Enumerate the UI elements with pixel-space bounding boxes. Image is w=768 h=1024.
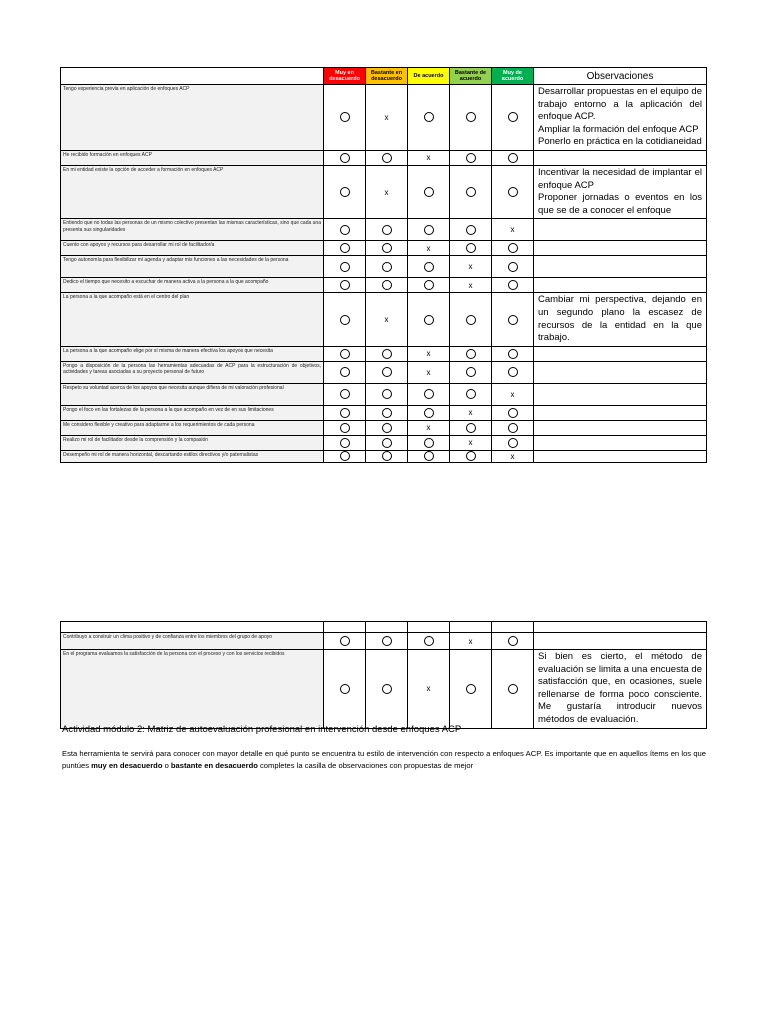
rating-cell[interactable] (408, 219, 450, 241)
table-row (61, 420, 707, 435)
item-statement: Tengo autonomía para flexibilizar mi agenda y adaptar mis funciones a las necesidades de la persona (61, 256, 324, 278)
rating-cell[interactable] (492, 383, 534, 405)
selected-x-mark: x (426, 153, 431, 163)
rating-cell[interactable] (450, 165, 492, 218)
observation-cell[interactable] (534, 435, 707, 450)
radio-circle-icon[interactable] (424, 280, 434, 290)
rating-cell[interactable] (450, 383, 492, 405)
table-row (61, 633, 707, 650)
radio-circle-icon[interactable] (466, 451, 476, 461)
rating-cell[interactable] (408, 361, 450, 383)
rating-cell[interactable] (366, 405, 408, 420)
rating-cell[interactable] (450, 85, 492, 151)
radio-circle-icon[interactable] (508, 408, 518, 418)
rating-cell[interactable] (408, 256, 450, 278)
item-statement: La persona a la que acompaño elige por sí misma de manera efectiva los apoyos que necesita (61, 346, 324, 361)
rating-cell[interactable] (324, 346, 366, 361)
rating-cell[interactable] (408, 150, 450, 165)
observation-cell[interactable]: Desarrollar propuestas en el equipo de trabajo entorno a la aplicación del enfoque ACP. Ampliar la formación del enfoque ACP Ponerlo en práctica en la cotidianeidad (534, 85, 707, 151)
radio-circle-icon[interactable] (466, 349, 476, 359)
radio-circle-icon[interactable] (340, 684, 350, 694)
radio-circle-icon[interactable] (424, 262, 434, 272)
radio-circle-icon[interactable] (382, 423, 392, 433)
observation-cell[interactable]: Incentivar la necesidad de implantar el enfoque ACP Proponer jornadas o eventos en los que se de a conocer el enfoque (534, 165, 707, 218)
item-statement: Dedico el tiempo que necesito a escuchar de manera activa a la persona a la que acompaño (61, 278, 324, 293)
header-row (61, 68, 707, 85)
rating-cell[interactable] (366, 361, 408, 383)
selected-x-mark: x (426, 243, 431, 253)
radio-circle-icon[interactable] (382, 438, 392, 448)
rating-cell[interactable] (324, 85, 366, 151)
table-row (61, 241, 707, 256)
header-bastante-de-acuerdo: Bastante de acuerdo (450, 68, 492, 85)
rating-cell[interactable] (324, 165, 366, 218)
rating-cell[interactable] (324, 219, 366, 241)
item-statement: Pongo el foco en las fortalezas de la persona a la que acompaño en vez de en sus limitaciones (61, 405, 324, 420)
rating-cell[interactable] (324, 278, 366, 293)
radio-circle-icon[interactable] (340, 315, 350, 325)
header-bastante-en-desacuerdo: Bastante en desacuerdo (366, 68, 408, 85)
rating-cell[interactable] (492, 450, 534, 462)
selected-x-mark: x (384, 187, 389, 197)
rating-cell[interactable] (492, 165, 534, 218)
rating-cell[interactable] (492, 420, 534, 435)
radio-circle-icon[interactable] (382, 280, 392, 290)
radio-circle-icon[interactable] (382, 389, 392, 399)
rating-cell[interactable] (324, 420, 366, 435)
item-statement: Tengo experiencia previa en aplicación de enfoques ACP (61, 85, 324, 151)
radio-circle-icon[interactable] (340, 280, 350, 290)
radio-circle-icon[interactable] (466, 153, 476, 163)
radio-circle-icon[interactable] (340, 408, 350, 418)
observation-cell[interactable] (534, 405, 707, 420)
intro-text-3: completes la casilla de observaciones con propuestas de mejor (257, 761, 474, 770)
radio-circle-icon[interactable] (508, 112, 518, 122)
intro-paragraph (62, 748, 706, 772)
item-statement: En mi entidad existe la opción de acceder a formación en enfoques ACP (61, 165, 324, 218)
selected-x-mark: x (468, 438, 473, 448)
self-assessment-table-continued (60, 621, 707, 729)
radio-circle-icon[interactable] (508, 423, 518, 433)
table-row (61, 383, 707, 405)
radio-circle-icon[interactable] (382, 636, 392, 646)
intro-text-1: Esta herramienta te servirá para conocer con mayor detalle en qué punto se encuentra tu estilo de intervención con respecto a enfoques ACP. Es importante que en aquellos ítems en los que puntúes (62, 749, 706, 770)
radio-circle-icon[interactable] (382, 408, 392, 418)
radio-circle-icon[interactable] (382, 367, 392, 377)
radio-circle-icon[interactable] (340, 349, 350, 359)
rating-cell[interactable] (366, 383, 408, 405)
table-row (61, 361, 707, 383)
selected-x-mark: x (468, 262, 473, 272)
item-statement: Contribuyo a construir un clima positivo y de confianza entre los miembros del grupo de apoyo (61, 633, 324, 650)
observation-cell[interactable] (534, 150, 707, 165)
radio-circle-icon[interactable] (424, 451, 434, 461)
rating-cell[interactable] (450, 450, 492, 462)
rating-cell[interactable] (366, 650, 408, 729)
rating-cell[interactable] (408, 278, 450, 293)
radio-circle-icon[interactable] (508, 280, 518, 290)
rating-cell[interactable] (408, 165, 450, 218)
item-statement: Me considero flexible y creativo para adaptarme a los requerimientos de cada persona (61, 420, 324, 435)
radio-circle-icon[interactable] (466, 187, 476, 197)
rating-cell[interactable] (450, 219, 492, 241)
table-row (61, 150, 707, 165)
table-row (61, 293, 707, 346)
radio-circle-icon[interactable] (508, 315, 518, 325)
rating-cell[interactable] (366, 346, 408, 361)
radio-circle-icon[interactable] (424, 408, 434, 418)
selected-x-mark: x (510, 389, 515, 399)
rating-cell[interactable] (366, 293, 408, 346)
radio-circle-icon[interactable] (382, 262, 392, 272)
rating-cell[interactable] (492, 150, 534, 165)
radio-circle-icon[interactable] (508, 684, 518, 694)
rating-cell[interactable] (324, 450, 366, 462)
selected-x-mark: x (426, 423, 431, 433)
rating-cell[interactable] (492, 278, 534, 293)
activity-caption: Actividad módulo 2: Matriz de autoevaluación profesional en intervención desde enfoques ACP (62, 724, 462, 735)
selected-x-mark: x (468, 280, 473, 290)
radio-circle-icon[interactable] (340, 112, 350, 122)
radio-circle-icon[interactable] (424, 112, 434, 122)
rating-cell[interactable] (492, 435, 534, 450)
table-row (61, 219, 707, 241)
header-observaciones: Observaciones (534, 68, 707, 85)
header-muy-de-acuerdo: Muy de acuerdo (492, 68, 534, 85)
radio-circle-icon[interactable] (424, 225, 434, 235)
rating-cell[interactable] (408, 383, 450, 405)
radio-circle-icon[interactable] (340, 243, 350, 253)
selected-x-mark: x (468, 636, 473, 646)
table-row (61, 405, 707, 420)
observation-cell[interactable] (534, 346, 707, 361)
selected-x-mark: x (426, 349, 431, 359)
radio-circle-icon[interactable] (424, 636, 434, 646)
self-assessment-table (60, 67, 707, 463)
observation-cell[interactable] (534, 383, 707, 405)
radio-circle-icon[interactable] (382, 684, 392, 694)
rating-cell[interactable] (408, 450, 450, 462)
rating-cell[interactable] (366, 256, 408, 278)
rating-cell[interactable] (492, 361, 534, 383)
observation-cell[interactable] (534, 420, 707, 435)
rating-cell[interactable] (324, 383, 366, 405)
rating-cell[interactable] (450, 293, 492, 346)
rating-cell[interactable] (366, 85, 408, 151)
radio-circle-icon[interactable] (508, 243, 518, 253)
item-statement: Entiendo que no todas las personas de un mismo colectivo presentan las mismas características, sino que cada una presenta sus singularidades (61, 219, 324, 241)
radio-circle-icon[interactable] (466, 315, 476, 325)
rating-cell[interactable] (492, 650, 534, 729)
rating-cell[interactable] (324, 650, 366, 729)
rating-cell[interactable] (450, 650, 492, 729)
selected-x-mark: x (510, 225, 515, 235)
radio-circle-icon[interactable] (466, 112, 476, 122)
radio-circle-icon[interactable] (466, 389, 476, 399)
header-muy-en-desacuerdo: Muy en desacuerdo (324, 68, 366, 85)
rating-cell[interactable] (408, 435, 450, 450)
rating-cell[interactable] (366, 450, 408, 462)
rating-cell[interactable] (366, 420, 408, 435)
observation-cell[interactable]: Cambiar mi perspectiva, dejando en un segundo plano la escasez de recursos de la entidad en la que trabajo. (534, 293, 707, 346)
rating-cell[interactable] (366, 219, 408, 241)
rating-cell[interactable] (492, 241, 534, 256)
rating-cell[interactable] (450, 241, 492, 256)
observation-cell[interactable]: Si bien es cierto, el método de evaluación se limita a una encuesta de satisfacción que, en ocasiones, suele rellenarse de forma poco consciente. Me gustaría introducir nuevos métodos de evaluación. (534, 650, 707, 729)
radio-circle-icon[interactable] (382, 225, 392, 235)
intro-bold-2: bastante en desacuerdo (170, 761, 258, 770)
radio-circle-icon[interactable] (508, 349, 518, 359)
intro-text-2: o (162, 761, 171, 770)
selected-x-mark: x (384, 315, 389, 325)
radio-circle-icon[interactable] (424, 315, 434, 325)
radio-circle-icon[interactable] (424, 438, 434, 448)
blank-row (61, 622, 707, 633)
rating-cell[interactable] (408, 405, 450, 420)
rating-cell[interactable] (324, 361, 366, 383)
observation-cell[interactable] (534, 219, 707, 241)
rating-cell[interactable] (492, 219, 534, 241)
rating-cell[interactable] (492, 405, 534, 420)
radio-circle-icon[interactable] (340, 438, 350, 448)
radio-circle-icon[interactable] (382, 153, 392, 163)
selected-x-mark: x (468, 408, 473, 418)
rating-cell[interactable] (324, 293, 366, 346)
rating-cell[interactable] (450, 278, 492, 293)
selected-x-mark: x (426, 367, 431, 377)
rating-cell[interactable] (408, 293, 450, 346)
observation-cell[interactable] (534, 241, 707, 256)
item-statement: Desempeño mi rol de manera horizontal, descartando estilos directivos y/o paternalistas (61, 450, 324, 462)
rating-cell[interactable] (324, 241, 366, 256)
radio-circle-icon[interactable] (508, 367, 518, 377)
rating-cell[interactable] (324, 405, 366, 420)
radio-circle-icon[interactable] (508, 262, 518, 272)
selected-x-mark: x (510, 451, 515, 461)
item-statement: En el programa evaluamos la satisfacción de la persona con el proceso y con los servicios recibidos (61, 650, 324, 729)
rating-cell[interactable] (408, 650, 450, 729)
rating-cell[interactable] (366, 278, 408, 293)
rating-cell[interactable] (408, 85, 450, 151)
rating-cell[interactable] (450, 405, 492, 420)
observation-cell[interactable] (534, 633, 707, 650)
rating-cell[interactable] (366, 150, 408, 165)
rating-cell[interactable] (450, 346, 492, 361)
radio-circle-icon[interactable] (466, 367, 476, 377)
rating-cell[interactable] (492, 633, 534, 650)
observation-cell[interactable] (534, 450, 707, 462)
rating-cell[interactable] (492, 85, 534, 151)
radio-circle-icon[interactable] (340, 153, 350, 163)
rating-cell[interactable] (366, 633, 408, 650)
radio-circle-icon[interactable] (340, 367, 350, 377)
rating-cell[interactable] (408, 346, 450, 361)
radio-circle-icon[interactable] (466, 684, 476, 694)
radio-circle-icon[interactable] (466, 243, 476, 253)
radio-circle-icon[interactable] (466, 423, 476, 433)
rating-cell[interactable] (492, 293, 534, 346)
radio-circle-icon[interactable] (382, 243, 392, 253)
item-statement: Respeto su voluntad acerca de los apoyos que necesita aunque difiera de mi valoración profesional (61, 383, 324, 405)
rating-cell[interactable] (492, 256, 534, 278)
radio-circle-icon[interactable] (508, 438, 518, 448)
item-statement: Realizo mi rol de facilitador desde la comprensión y la compasión (61, 435, 324, 450)
rating-cell[interactable] (450, 435, 492, 450)
radio-circle-icon[interactable] (466, 225, 476, 235)
intro-bold-1: muy en desacuerdo (91, 761, 163, 770)
radio-circle-icon[interactable] (424, 187, 434, 197)
header-de-acuerdo: De acuerdo (408, 68, 450, 85)
rating-cell[interactable] (450, 361, 492, 383)
observation-cell[interactable] (534, 278, 707, 293)
radio-circle-icon[interactable] (340, 225, 350, 235)
rating-cell[interactable] (408, 633, 450, 650)
radio-circle-icon[interactable] (508, 636, 518, 646)
selected-x-mark: x (384, 112, 389, 122)
item-statement: Cuento con apoyos y recursos para desarrollar mi rol de facilitador/a (61, 241, 324, 256)
radio-circle-icon[interactable] (340, 451, 350, 461)
item-statement: He recibido formación en enfoques ACP (61, 150, 324, 165)
radio-circle-icon[interactable] (382, 451, 392, 461)
radio-circle-icon[interactable] (508, 153, 518, 163)
table-row (61, 650, 707, 729)
table-row (61, 85, 707, 151)
radio-circle-icon[interactable] (340, 187, 350, 197)
table-row (61, 346, 707, 361)
rating-cell[interactable] (450, 150, 492, 165)
table-row (61, 450, 707, 462)
radio-circle-icon[interactable] (508, 187, 518, 197)
rating-cell[interactable] (450, 633, 492, 650)
rating-cell[interactable] (408, 420, 450, 435)
rating-cell[interactable] (366, 435, 408, 450)
rating-cell[interactable] (450, 256, 492, 278)
rating-cell[interactable] (324, 633, 366, 650)
table-row (61, 278, 707, 293)
observation-cell[interactable] (534, 361, 707, 383)
radio-circle-icon[interactable] (340, 389, 350, 399)
observation-cell[interactable] (534, 256, 707, 278)
item-statement: La persona a la que acompaño está en el centro del plan (61, 293, 324, 346)
rating-cell[interactable] (450, 420, 492, 435)
table-row (61, 165, 707, 218)
selected-x-mark: x (426, 684, 431, 694)
rating-cell[interactable] (366, 165, 408, 218)
rating-cell[interactable] (366, 241, 408, 256)
header-item-blank (61, 68, 324, 85)
radio-circle-icon[interactable] (340, 262, 350, 272)
radio-circle-icon[interactable] (382, 349, 392, 359)
rating-cell[interactable] (324, 150, 366, 165)
radio-circle-icon[interactable] (340, 423, 350, 433)
rating-cell[interactable] (408, 241, 450, 256)
table-row (61, 435, 707, 450)
radio-circle-icon[interactable] (424, 389, 434, 399)
rating-cell[interactable] (492, 346, 534, 361)
item-statement: Pongo a disposición de la persona las herramientas adecuadas de ACP para la estructuración de objetivos, actividades y tareas asociadas a su proyecto personal de futuro (61, 361, 324, 383)
table-row (61, 256, 707, 278)
radio-circle-icon[interactable] (340, 636, 350, 646)
rating-cell[interactable] (324, 435, 366, 450)
rating-cell[interactable] (324, 256, 366, 278)
